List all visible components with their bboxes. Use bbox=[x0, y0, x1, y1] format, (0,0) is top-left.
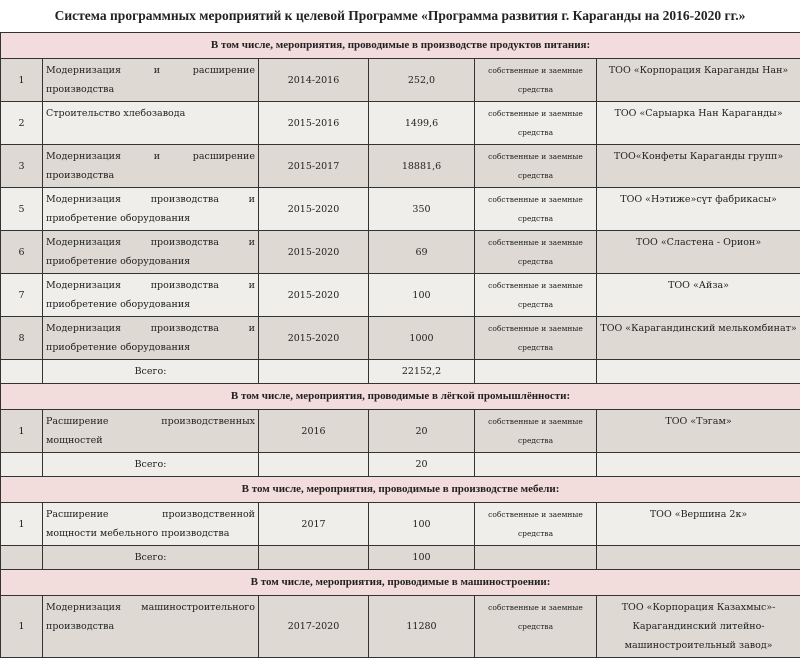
total-label: Всего: bbox=[43, 546, 259, 570]
period: 2015-2020 bbox=[259, 188, 369, 231]
total-label: Всего: bbox=[43, 360, 259, 384]
organization: ТОО «Корпорация Казахмыс»- Карагандинский литейно-машиностроительный завод» bbox=[597, 596, 800, 658]
table-row bbox=[1, 596, 800, 658]
organization: ТОО «Карагандинский мелькомбинат» bbox=[597, 317, 800, 360]
organization: ТОО«Конфеты Караганды групп» bbox=[597, 145, 800, 188]
organization: ТОО «Тэгам» bbox=[597, 410, 800, 453]
organization: ТОО «Сарыарка Нан Караганды» bbox=[597, 102, 800, 145]
funding-source: собственные и заемные средства bbox=[475, 231, 597, 274]
table-row bbox=[1, 410, 800, 453]
amount: 100 bbox=[369, 503, 475, 546]
funding-source: собственные и заемные средства bbox=[475, 59, 597, 102]
row-number: 1 bbox=[1, 596, 43, 658]
organization: ТОО «Нэтиже»сүт фабрикасы» bbox=[597, 188, 800, 231]
period: 2015-2016 bbox=[259, 102, 369, 145]
event-description: Модернизация производства и приобретение оборудования bbox=[43, 231, 259, 274]
row-number: 1 bbox=[1, 410, 43, 453]
funding-source: собственные и заемные средства bbox=[475, 102, 597, 145]
funding-source: собственные и заемные средства bbox=[475, 410, 597, 453]
event-description: Строительство хлебозавода bbox=[43, 102, 259, 145]
row-number: 1 bbox=[1, 503, 43, 546]
period: 2015-2017 bbox=[259, 145, 369, 188]
row-number: 7 bbox=[1, 274, 43, 317]
row-number: 5 bbox=[1, 188, 43, 231]
section-header: В том числе, мероприятия, проводимые в машиностроении: bbox=[1, 570, 800, 596]
table-row bbox=[1, 102, 800, 145]
funding-source: собственные и заемные средства bbox=[475, 317, 597, 360]
total-row bbox=[1, 546, 800, 570]
table-row bbox=[1, 317, 800, 360]
period: 2017 bbox=[259, 503, 369, 546]
event-description: Модернизация и расширение производства bbox=[43, 145, 259, 188]
organization: ТОО «Сластена - Орион» bbox=[597, 231, 800, 274]
amount: 350 bbox=[369, 188, 475, 231]
row-number: 8 bbox=[1, 317, 43, 360]
row-number: 6 bbox=[1, 231, 43, 274]
funding-source: собственные и заемные средства bbox=[475, 503, 597, 546]
table-row bbox=[1, 274, 800, 317]
section-header: В том числе, мероприятия, проводимые в производстве продуктов питания: bbox=[1, 33, 800, 59]
period: 2016 bbox=[259, 410, 369, 453]
total-row bbox=[1, 360, 800, 384]
total-label: Всего: bbox=[43, 453, 259, 477]
amount: 1000 bbox=[369, 317, 475, 360]
table-row bbox=[1, 188, 800, 231]
organization: ТОО «Айза» bbox=[597, 274, 800, 317]
amount: 20 bbox=[369, 410, 475, 453]
amount: 69 bbox=[369, 231, 475, 274]
page-title: Система программных мероприятий к целевой Программе «Программа развития г. Караганды на 2016-2020 гг.» bbox=[0, 0, 800, 32]
period: 2015-2020 bbox=[259, 231, 369, 274]
program-table bbox=[0, 32, 800, 658]
event-description: Расширение производственной мощности мебельного производства bbox=[43, 503, 259, 546]
event-description: Модернизация машиностроительного производства bbox=[43, 596, 259, 658]
organization: ТОО «Вершина 2к» bbox=[597, 503, 800, 546]
total-amount: 100 bbox=[369, 546, 475, 570]
event-description: Модернизация производства и приобретение оборудования bbox=[43, 317, 259, 360]
section-header: В том числе, мероприятия, проводимые в производстве мебели: bbox=[1, 477, 800, 503]
amount: 252,0 bbox=[369, 59, 475, 102]
funding-source: собственные и заемные средства bbox=[475, 274, 597, 317]
row-number: 2 bbox=[1, 102, 43, 145]
table-row bbox=[1, 503, 800, 546]
funding-source: собственные и заемные средства bbox=[475, 145, 597, 188]
period: 2017-2020 bbox=[259, 596, 369, 658]
total-amount: 22152,2 bbox=[369, 360, 475, 384]
amount: 100 bbox=[369, 274, 475, 317]
amount: 11280 bbox=[369, 596, 475, 658]
total-amount: 20 bbox=[369, 453, 475, 477]
period: 2015-2020 bbox=[259, 274, 369, 317]
funding-source: собственные и заемные средства bbox=[475, 596, 597, 658]
funding-source: собственные и заемные средства bbox=[475, 188, 597, 231]
period: 2014-2016 bbox=[259, 59, 369, 102]
organization: ТОО «Корпорация Караганды Нан» bbox=[597, 59, 800, 102]
amount: 18881,6 bbox=[369, 145, 475, 188]
event-description: Модернизация производства и приобретение оборудования bbox=[43, 274, 259, 317]
event-description: Модернизация и расширение производства bbox=[43, 59, 259, 102]
section-header: В том числе, мероприятия, проводимые в лёгкой промышлённости: bbox=[1, 384, 800, 410]
event-description: Модернизация производства и приобретение оборудования bbox=[43, 188, 259, 231]
table-row bbox=[1, 231, 800, 274]
row-number: 1 bbox=[1, 59, 43, 102]
event-description: Расширение производственных мощностей bbox=[43, 410, 259, 453]
table-row bbox=[1, 59, 800, 102]
amount: 1499,6 bbox=[369, 102, 475, 145]
total-row bbox=[1, 453, 800, 477]
row-number: 3 bbox=[1, 145, 43, 188]
table-row bbox=[1, 145, 800, 188]
period: 2015-2020 bbox=[259, 317, 369, 360]
